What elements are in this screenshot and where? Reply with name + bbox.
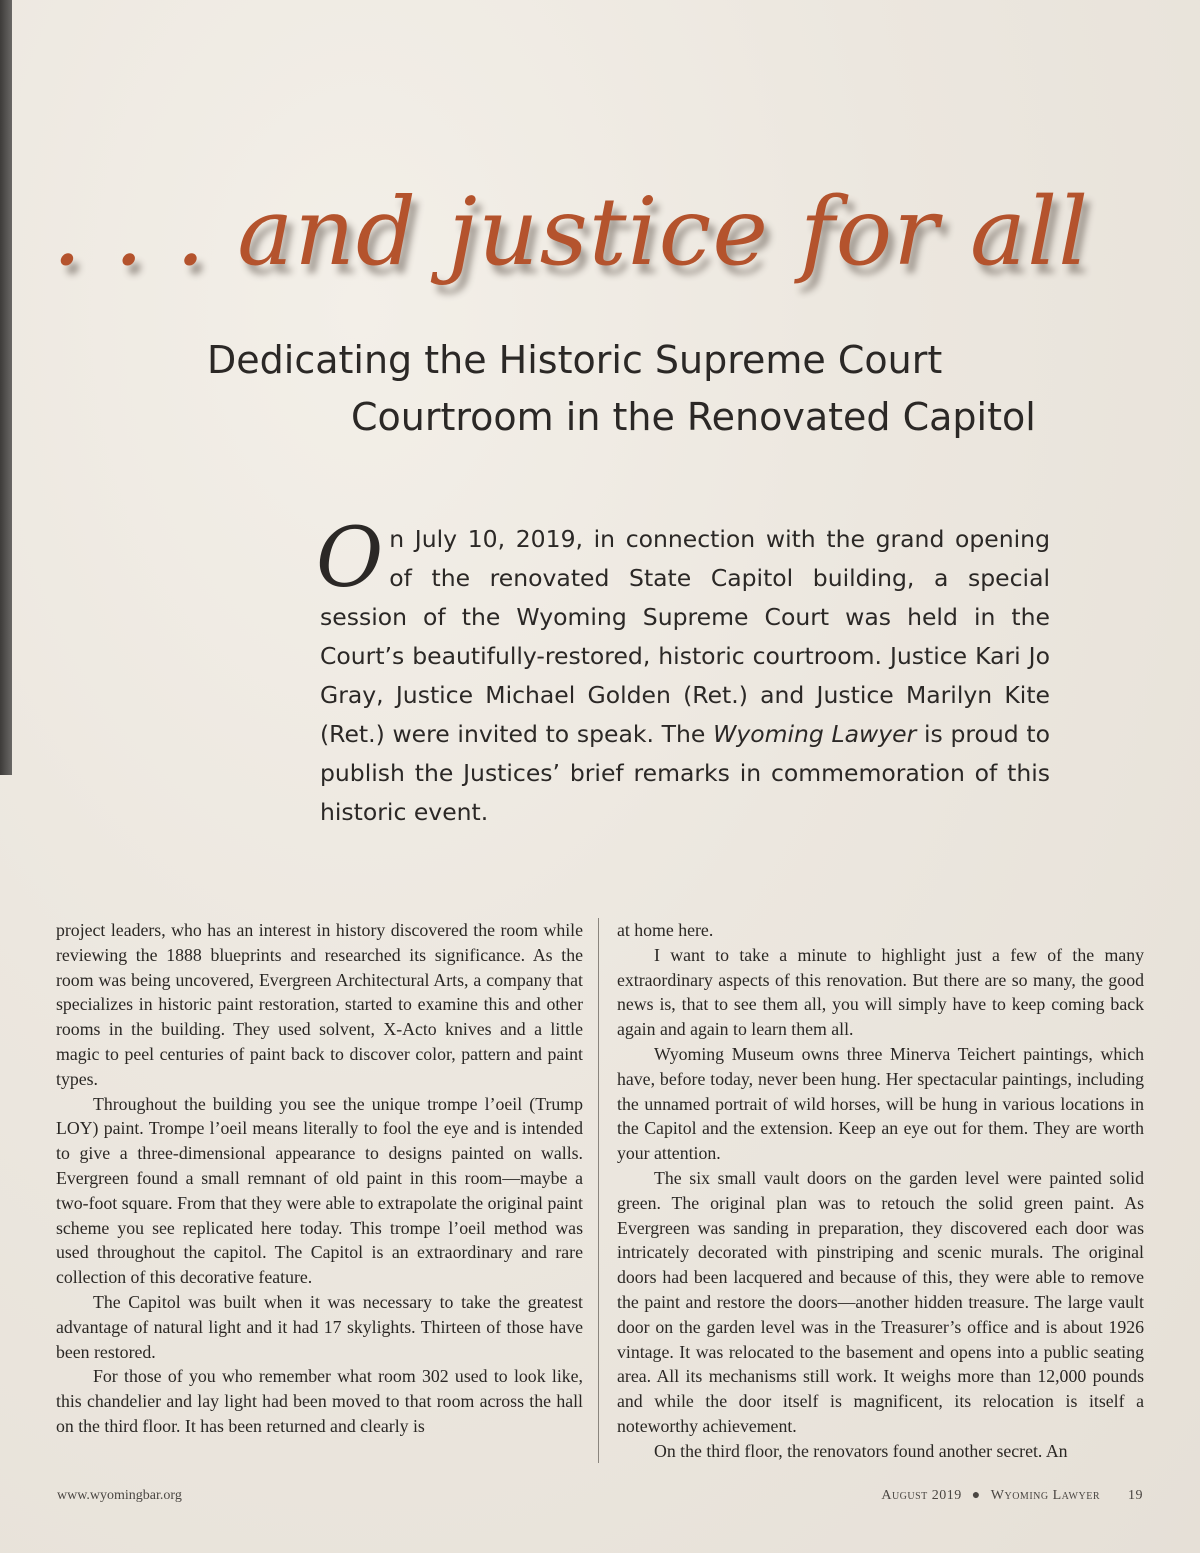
footer-issue-date: August 2019	[881, 1488, 962, 1503]
intro-paragraph	[316, 511, 1050, 832]
drop-cap: O	[316, 511, 384, 606]
body-paragraph: The Capitol was built when it was necessary to take the greatest advantage of natural light and it had 17 skylights. Thirteen of those have been restored.	[56, 1291, 583, 1362]
body-column-left	[56, 918, 583, 1439]
body-paragraph: The six small vault doors on the garden level were painted solid green. The original plan was to retouch the solid green paint. As Evergreen was sanding in preparation, they discovered each door was intricately decorated with pinstriping and scenic murals. The original doors had been lacquered and because of this, they were able to remove the paint and restore the doors—another hidden treasure. The large vault door on the garden level was in the Treasurer’s office and is about 1926 vintage. It was relocated to the basement and opens into a public seating area. All its mechanisms still work. It weighs more than 12,000 pounds and while the door itself is magnificent, its relocation is itself a noteworthy achievement.	[617, 1167, 1144, 1436]
article-title: . . . and justice for all	[52, 178, 1090, 287]
publication-name-italic: Wyoming Lawyer	[713, 720, 917, 748]
page-number: 19	[1128, 1488, 1143, 1503]
subtitle-line-2: Courtroom in the Renovated Capitol	[351, 395, 1036, 439]
body-paragraph: project leaders, who has an interest in history discovered the room while reviewing the 1888 blueprints and researched its significance. As the room was being uncovered, Evergreen Architectural Arts, a company that specializes in historic paint restoration, started to examine this and other rooms in the building. They used solvent, X-Acto knives and a little magic to peel centuries of paint back to discover color, pattern and paint types.	[56, 920, 583, 1089]
footer-website: www.wyomingbar.org	[57, 1488, 182, 1503]
body-column-right	[617, 918, 1144, 1464]
subtitle-line-1: Dedicating the Historic Supreme Court	[207, 338, 943, 382]
intro-text-end: is proud to publish the Justices’ brief remarks in commemoration of this historic event.	[320, 720, 1050, 826]
body-paragraph: I want to take a minute to highlight just a few of the many extraordinary aspects of this renovation. But there are so many, the good news is, that to see them all, you will simply have to keep coming back again and again to learn them all.	[617, 944, 1144, 1040]
body-paragraph: On the third floor, the renovators found another secret. An	[654, 1440, 1068, 1461]
footer-bullet: ●	[971, 1488, 981, 1503]
intro-text-start: n July 10, 2019, in connection with the grand opening of the renovated State Capitol building, a special session of the Wyoming Supreme Court was held in the Court’s beautifully-restored, historic courtroom. Justice Kari Jo Gray, Justice Michael Golden (Ret.) and Justice Marilyn Kite (Ret.) were invited to speak. The	[320, 525, 1050, 748]
column-divider	[598, 918, 599, 1463]
page-edge-tab	[0, 0, 12, 775]
body-paragraph: For those of you who remember what room 302 used to look like, this chandelier and lay light had been moved to that room across the hall on the third floor. It has been returned and clearly is	[56, 1366, 583, 1436]
footer-publication: Wyoming Lawyer	[990, 1488, 1100, 1503]
body-paragraph: Throughout the building you see the unique trompe l’oeil (Trump LOY) paint. Trompe l’oeil means literally to fool the eye and is intended to give a three-dimensional appearance to designs painted on walls. Evergreen found a small remnant of old paint in this room—maybe a two-foot square. From that they were able to extrapolate the original paint scheme you see replicated here today. This trompe l’oeil method was used throughout the capitol. The Capitol is an extraordinary and rare collection of this decorative feature.	[56, 1093, 583, 1288]
body-paragraph: Wyoming Museum owns three Minerva Teichert paintings, which have, before today, never been hung. Her spectacular paintings, including the unnamed portrait of wild horses, will be hung in various locations in the Capitol and the extension. Keep an eye out for them. They are worth your attention.	[617, 1043, 1144, 1164]
footer-issue-info	[881, 1488, 1143, 1504]
body-paragraph: at home here.	[617, 920, 714, 940]
